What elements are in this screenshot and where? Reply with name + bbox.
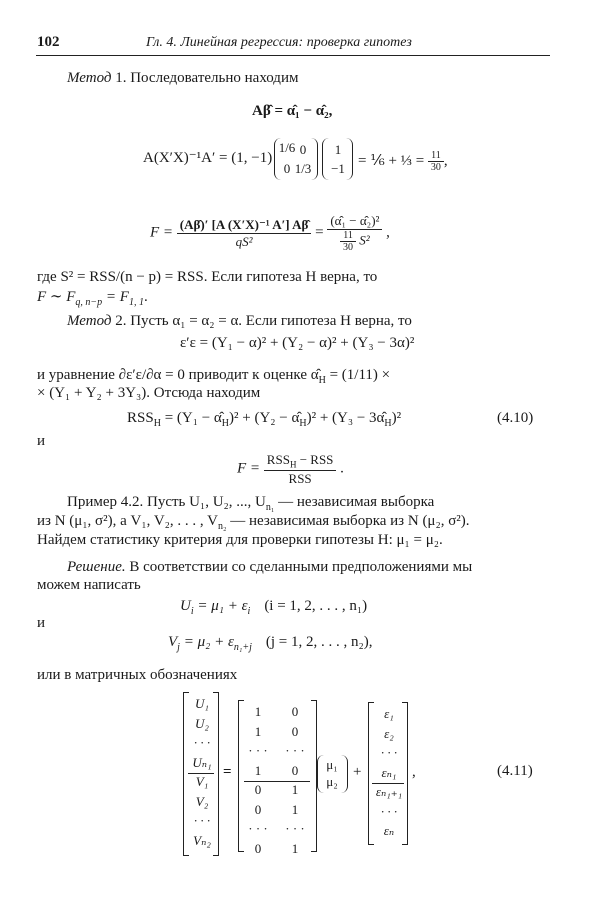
design-cell: · · · <box>285 821 305 836</box>
matrix-cell-21: 0 <box>283 161 291 176</box>
equation-axxa-left: A(X′X)⁻¹A′ = (1, −1) <box>143 150 273 166</box>
eps-cell: ε₁ <box>384 706 394 721</box>
design-cell: 1 <box>254 704 262 719</box>
equation-number-4-10: (4.10) <box>497 410 534 426</box>
design-cell: 1 <box>254 723 262 739</box>
lhs-cell: · · · <box>193 813 211 828</box>
design-cell: · · · <box>248 743 268 758</box>
matrix-cell-11: 1/6 <box>278 140 296 155</box>
matrix-comma: , <box>412 764 416 781</box>
method1-intro: Метод 1. Последовательно находим <box>67 70 299 86</box>
solution-line-1: Решение. В соответствии со сделанными предположениями мы <box>67 559 473 575</box>
design-cell: 0 <box>254 840 262 856</box>
lhs-cell: · · · <box>193 735 211 750</box>
mu-cell: μ₁ <box>326 756 338 772</box>
solution-line-3: или в матричных обозначениях <box>37 667 238 683</box>
design-cell: 0 <box>254 801 262 817</box>
design-cell: 1 <box>254 762 262 778</box>
design-left-bracket <box>238 700 244 852</box>
design-cell: 0 <box>291 762 299 778</box>
epsilon-equation: ε′ε = (Y₁ − α)² + (Y₂ − α)² + (Y₃ − 3α)² <box>180 335 415 351</box>
method2-line2: и уравнение ∂ε′ε/∂α = 0 приводит к оценке $\alphâ_H = (1/11)$ × <box>37 367 391 386</box>
mu-cell: μ₂ <box>326 773 338 789</box>
example-line-2: из N (μ₁, σ²), а V₁, V₂, . . . , $V_{n_2}$ — независимая выборка из N (μ₂, σ²). <box>37 513 470 532</box>
eps-cell: ε₂ <box>384 725 394 741</box>
design-cell: 1 <box>291 782 299 797</box>
where-line-1: где S² = RSS/(n − p) = RSS. Если гипотеза H верна, то <box>37 269 378 285</box>
design-cell: 1 <box>291 840 299 856</box>
vector-cell-2: −1 <box>331 161 345 176</box>
example-line-1: Пример 4.2. Пусть U₁, U₂, ..., $U_{n_1}$ — независимая выборка <box>67 494 435 513</box>
matrix-cell-12: 0 <box>299 142 307 157</box>
lhs-cell: U₁ <box>195 696 209 711</box>
eps-cell: · · · <box>380 803 398 819</box>
lhs-cell: V₁ <box>195 774 209 789</box>
method2-line3: × (Y₁ + Y₂ + 3Y₃). Отсюда находим <box>37 385 261 401</box>
lhs-cell: Vₙ₂ <box>193 832 211 848</box>
solution-line-2: можем написать <box>37 577 141 593</box>
u-model-equation: $U_i = \mu_1 + \varepsilon_i$ (i = 1, 2, . . . , n₁) <box>180 598 368 617</box>
eps-cell: εₙ₁₊₁ <box>375 784 403 799</box>
and-word-1: и <box>37 433 46 449</box>
lhs-partition-line <box>188 773 214 774</box>
design-cell: 1 <box>291 801 299 817</box>
f-rss-equation: F = $\frac{RSS_H - RSS}{\text{RSS}}$ . <box>237 452 344 486</box>
example-line-3: Найдем статистику критерия для проверки гипотезы H: μ₁ = μ₂. <box>37 532 443 548</box>
plus-sign: + <box>353 764 362 781</box>
eps-partition-line <box>372 783 404 784</box>
design-partition-line <box>244 781 310 782</box>
design-cell: · · · <box>248 821 268 836</box>
f-statistic-equation: F = $\frac{\text{(Aβ̂)′ [A (X′X)⁻¹ A′] Aβ̂}}{\text{qS²}}$ = (α̂₁ − α̂₂)² $\frac{11}{30}$ S² , <box>150 213 390 253</box>
eps-cell: · · · <box>380 745 398 760</box>
eps-cell: εₙ <box>383 823 395 838</box>
page-number: 102 <box>37 34 60 50</box>
design-cell: 0 <box>291 723 299 739</box>
and-word-2: и <box>37 615 46 631</box>
lhs-cell: U₂ <box>195 715 209 731</box>
vector-cell-1: 1 <box>334 142 342 157</box>
matrix-cell-22: 1/3 <box>294 161 312 176</box>
lhs-cell: V₂ <box>195 793 209 809</box>
rss-h-equation: $RSS_H = (Y_1$ − $\alphâ_H)^2 + (Y_2$ − $\alphâ_H)^2 + (Y_3$ − $3\alphâ_H)^2$ <box>127 410 402 429</box>
lhs-left-bracket <box>183 692 189 856</box>
v-model-equation: $V_j = \mu_2 + \varepsilon_{n_1+j}$ (j = 1, 2, . . . , n₂), <box>168 634 373 653</box>
equation-axxa-right: = ⅙ + ⅓ = $\frac{11}{30}$ , <box>358 150 448 173</box>
equation-number-4-11: (4.11) <box>497 763 533 779</box>
design-cell: 0 <box>254 782 262 797</box>
eps-cell: εₙ₁ <box>381 764 397 780</box>
design-cell: · · · <box>285 743 305 758</box>
running-title: Гл. 4. Линейная регрессия: проверка гипотез <box>146 35 412 50</box>
equation-a-beta: Aβ̂ = α̂₁ − α̂₂, <box>252 103 333 119</box>
equals-sign: = <box>223 764 232 781</box>
where-line-2: F ∼ $F_{q, n-p} = F_{1, 1}$. <box>37 289 148 308</box>
vector-right-paren <box>346 138 353 180</box>
lhs-cell: Uₙ₁ <box>192 754 212 770</box>
matrix-right-paren <box>311 138 318 180</box>
header-rule <box>36 55 550 56</box>
design-cell: 0 <box>291 704 299 719</box>
method2-intro: Метод 2. Пусть α₁ = α₂ = α. Если гипотеза H верна, то <box>67 313 412 329</box>
